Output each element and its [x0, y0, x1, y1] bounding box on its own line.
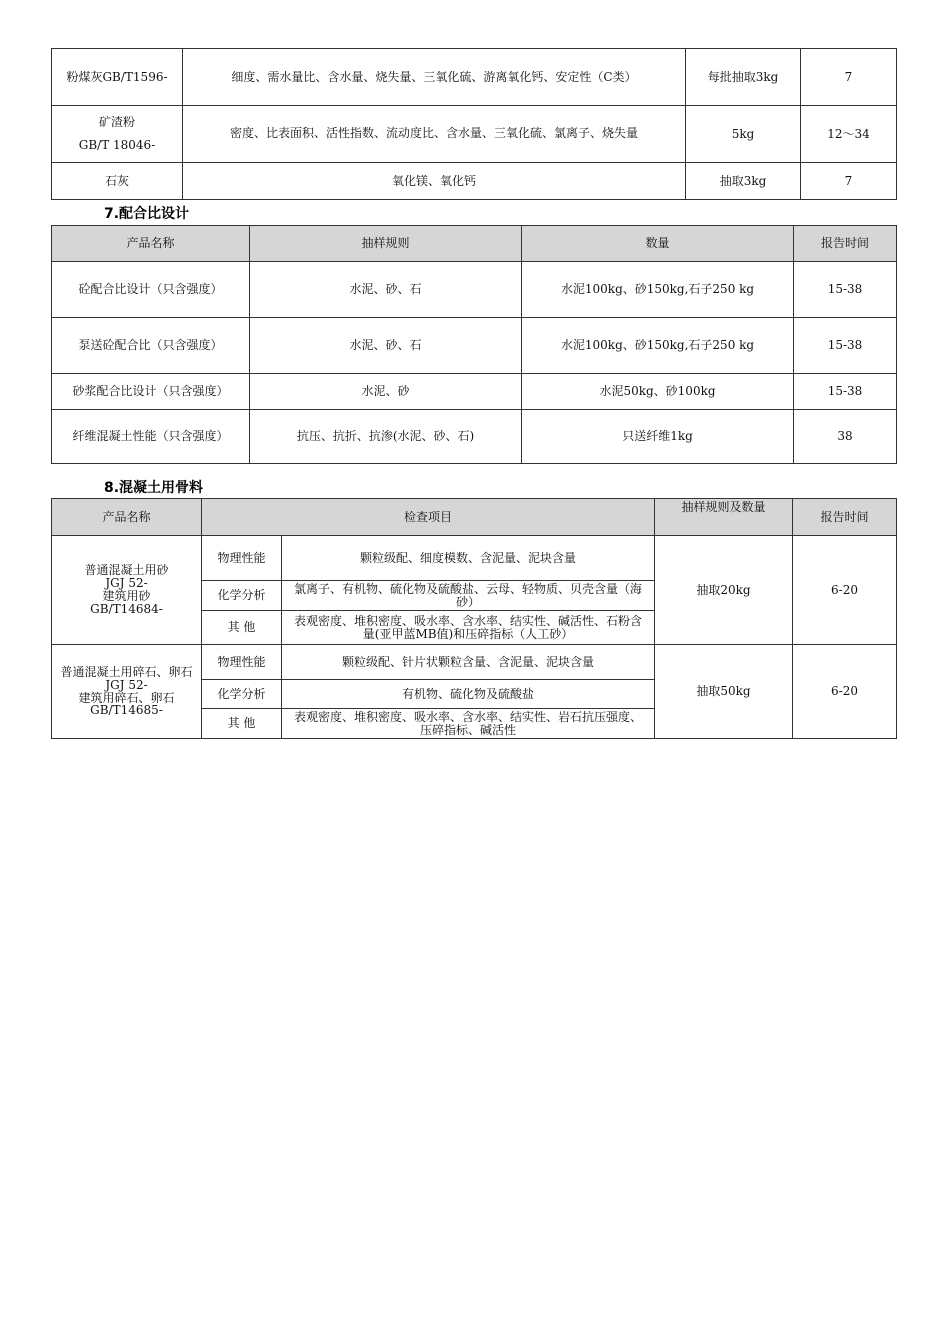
- column-header: 报告时间: [793, 499, 897, 536]
- quantity: 水泥100kg、砂150kg,石子250 kg: [522, 318, 794, 374]
- check-items: 有机物、硫化物及硫酸盐: [282, 680, 655, 709]
- table-row: [52, 536, 897, 581]
- column-header: 抽样规则及数量: [655, 499, 793, 536]
- check-items: 表观密度、堆积密度、吸水率、含水率、结实性、碱活性、石粉含量(亚甲蓝MB值)和压碎指标（人工砂）: [282, 611, 655, 645]
- report-time: 15-38: [794, 374, 897, 410]
- sampling-rule: 水泥、砂、石: [250, 262, 522, 318]
- product-name: 泵送砼配合比（只含强度）: [52, 318, 250, 374]
- column-header: 检查项目: [202, 499, 655, 536]
- product-name: 石灰: [52, 163, 183, 200]
- sample-qty: 每批抽取3kg: [686, 49, 801, 106]
- check-items: 氯离子、有机物、硫化物及硫酸盐、云母、轻物质、贝壳含量（海砂）: [282, 581, 655, 611]
- check-items: 颗粒级配、细度模数、含泥量、泥块含量: [282, 536, 655, 581]
- report-time: 15-38: [794, 262, 897, 318]
- column-header: 产品名称: [52, 499, 202, 536]
- table-row: [52, 410, 897, 464]
- sample-qty: 5kg: [686, 106, 801, 163]
- table-header-row: [52, 226, 897, 262]
- table-row: [52, 106, 897, 163]
- check-category: 其 他: [202, 709, 282, 739]
- materials-table: [51, 48, 897, 200]
- product-name: 矿渣粉 GB/T 18046-: [52, 106, 183, 163]
- table-header-row: [52, 499, 897, 536]
- quantity: 水泥50kg、砂100kg: [522, 374, 794, 410]
- report-time: 6-20: [793, 645, 897, 739]
- check-category: 物理性能: [202, 645, 282, 680]
- check-items: 颗粒级配、针片状颗粒含量、含泥量、泥块含量: [282, 645, 655, 680]
- table-row: [52, 262, 897, 318]
- product-name: 普通混凝土用碎石、卵石 JGJ 52- 建筑用碎石、卵石 GB/T14685-: [52, 645, 202, 739]
- quantity: 只送纤维1kg: [522, 410, 794, 464]
- sampling-rule: 水泥、砂: [250, 374, 522, 410]
- report-time: 38: [794, 410, 897, 464]
- test-items: 细度、需水量比、含水量、烧失量、三氧化硫、游离氧化钙、安定性（C类）: [183, 49, 686, 106]
- report-time: 7: [801, 49, 897, 106]
- table-row: [52, 645, 897, 680]
- sample-qty: 抽取50kg: [655, 645, 793, 739]
- report-time: 12～34: [801, 106, 897, 163]
- check-category: 物理性能: [202, 536, 282, 581]
- report-time: 15-38: [794, 318, 897, 374]
- report-time: 6-20: [793, 536, 897, 645]
- quantity: 水泥100kg、砂150kg,石子250 kg: [522, 262, 794, 318]
- sample-qty: 抽取20kg: [655, 536, 793, 645]
- column-header: 抽样规则: [250, 226, 522, 262]
- mix-design-table: [51, 225, 897, 464]
- column-header: 产品名称: [52, 226, 250, 262]
- report-time: 7: [801, 163, 897, 200]
- section-title-mix-design: 7.配合比设计: [104, 206, 190, 222]
- check-category: 其 他: [202, 611, 282, 645]
- sampling-rule: 抗压、抗折、抗渗(水泥、砂、石): [250, 410, 522, 464]
- sampling-rule: 水泥、砂、石: [250, 318, 522, 374]
- product-name: 粉煤灰GB/T1596-: [52, 49, 183, 106]
- product-name: 砼配合比设计（只含强度）: [52, 262, 250, 318]
- check-category: 化学分析: [202, 581, 282, 611]
- product-name: 砂浆配合比设计（只含强度）: [52, 374, 250, 410]
- section-title-aggregates: 8.混凝土用骨料: [104, 480, 204, 496]
- check-category: 化学分析: [202, 680, 282, 709]
- test-items: 密度、比表面积、活性指数、流动度比、含水量、三氧化硫、氯离子、烧失量: [183, 106, 686, 163]
- table-row: [52, 318, 897, 374]
- table-row: [52, 163, 897, 200]
- sample-qty: 抽取3kg: [686, 163, 801, 200]
- check-items: 表观密度、堆积密度、吸水率、含水率、结实性、岩石抗压强度、压碎指标、碱活性: [282, 709, 655, 739]
- test-items: 氧化镁、氧化钙: [183, 163, 686, 200]
- product-name: 纤维混凝土性能（只含强度）: [52, 410, 250, 464]
- aggregates-table: [51, 498, 897, 739]
- product-name: 普通混凝土用砂 JGJ 52- 建筑用砂 GB/T14684-: [52, 536, 202, 645]
- column-header: 报告时间: [794, 226, 897, 262]
- column-header: 数量: [522, 226, 794, 262]
- table-row: [52, 49, 897, 106]
- table-row: [52, 374, 897, 410]
